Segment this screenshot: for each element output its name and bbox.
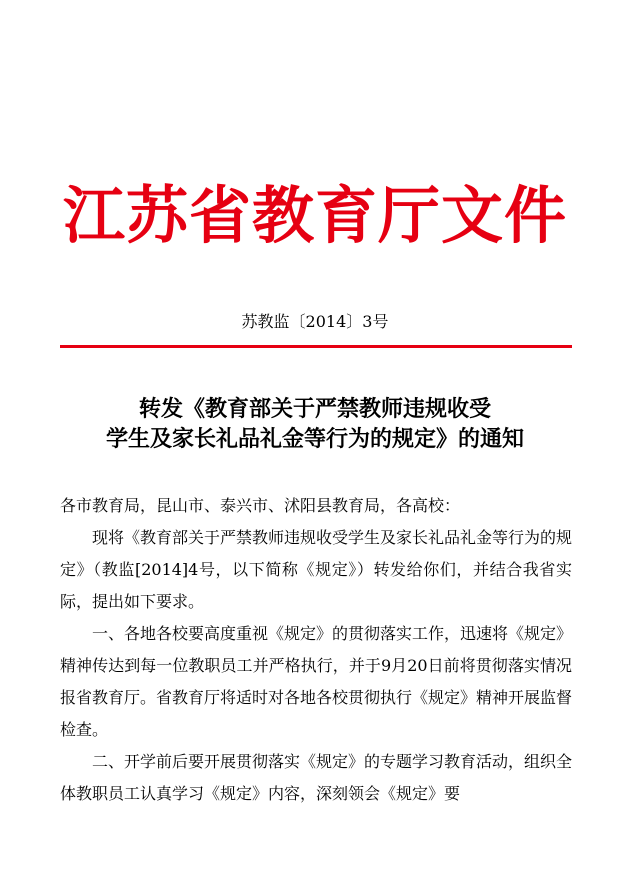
paragraph-item-1: 一、各地各校要高度重视《规定》的贯彻落实工作，迅速将《规定》精神传达到每一位教职员工并严格执行，并于9月20日前将贯彻落实情况报省教育厅。省教育厅将适时对各地各校贯彻执行《规定》精神开展监督检查。 xyxy=(60,624,573,739)
paragraph-item-2: 二、开学前后要开展贯彻落实《规定》的专题学习教育活动，组织全体教职员工认真学习《规定》内容，深刻领会《规定》要 xyxy=(60,752,573,803)
red-divider-line xyxy=(60,345,572,348)
paragraph-intro: 现将《教育部关于严禁教师违规收受学生及家长礼品礼金等行为的规定》（教监[2014]4号，以下简称《规定》）转发给你们，并结合我省实际，提出如下要求。 xyxy=(60,528,573,611)
document-number: 苏教监〔2014〕3号 xyxy=(241,312,389,331)
subject-line-2: 学生及家长礼品礼金等行为的规定》的通知 xyxy=(105,426,524,452)
subject-line-1: 转发《教育部关于严禁教师违规收受 xyxy=(138,396,491,422)
notice-subject xyxy=(0,394,630,454)
notice-body xyxy=(60,490,572,810)
addressee-line: 各市教育局，昆山市、泰兴市、沭阳县教育局，各高校： xyxy=(60,496,461,515)
document-header-title: 江苏省教育厅文件 xyxy=(62,179,567,252)
